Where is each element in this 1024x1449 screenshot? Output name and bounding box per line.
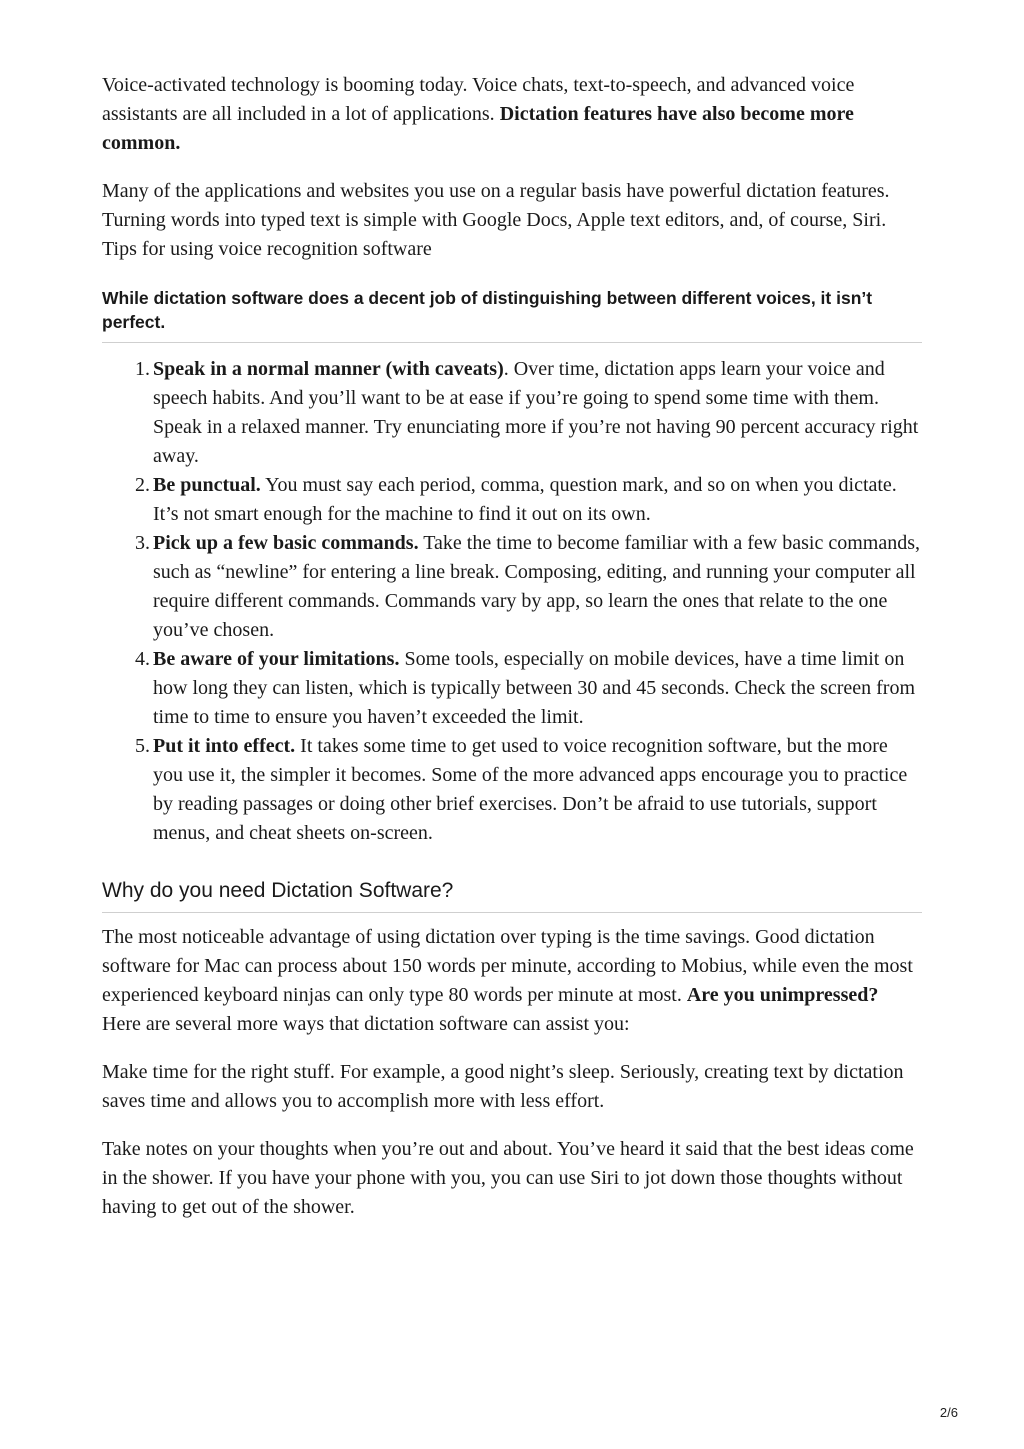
intro-paragraph-1 [102,71,922,158]
why-paragraph-1-text: The most noticeable advantage of using dictation over typing is the time savings. Good dictation software for Mac can process about 150 words per minute, according to Mobius, while even the most experienced keyboard ninjas can only type 80 words per minute at most. [102,926,913,1006]
list-item-text: It takes some time to get used to voice recognition software, but the more you use it, the simpler it becomes. Some of the more advanced apps encourage you to practice by reading passages or doing other brief exercises. Don’t be afraid to use tutorials, support menus, and cheat sheets on-screen. [153,735,908,844]
tips-list [102,355,922,848]
intro-paragraph-1-bold: Dictation features have also become more common. [102,103,854,154]
why-heading: Why do you need Dictation Software? [102,876,922,913]
why-paragraph-1-bold: Are you unimpressed? [686,984,879,1006]
list-item-text: Some tools, especially on mobile devices, have a time limit on how long they can listen, which is typically between 30 and 45 seconds. Check the screen from time to time to ensure you haven’t exceeded the limit. [153,648,916,728]
list-item-title: Put it into effect. [153,735,296,757]
why-paragraph-2: Make time for the right stuff. For example, a good night’s sleep. Seriously, creating text by dictation saves time and allows you to accomplish more with less effort. [102,1061,904,1112]
list-item [102,645,922,732]
list-item-text: . Over time, dictation apps learn your voice and speech habits. And you’ll want to be at ease if you’re going to spend some time with them. Speak in a relaxed manner. Try enunciating more if you’re not having 90 percent accuracy right away. [153,358,919,467]
tips-subheading: While dictation software does a decent job of distinguishing between different voices, it isn’t perfect. [102,286,922,343]
intro-paragraph-3: Tips for using voice recognition software [102,238,432,260]
why-paragraph-3: Take notes on your thoughts when you’re out and about. You’ve heard it said that the best ideas come in the shower. If you have your phone with you, you can use Siri to jot down those thoughts without having to get out of the shower. [102,1138,914,1218]
page-number: 2/6 [939,1405,958,1420]
intro-paragraph-2: Many of the applications and websites you use on a regular basis have powerful dictation features. Turning words into typed text is simple with Google Docs, Apple text editors, and, of course, Siri. [102,180,890,231]
list-item-number: 4. [135,648,150,670]
list-item-text: You must say each period, comma, question mark, and so on when you dictate. It’s not smart enough for the machine to find it out on its own. [153,474,897,525]
list-item-text: Take the time to become familiar with a few basic commands, such as “newline” for entering a line break. Composing, editing, and running your computer all require different commands. Commands vary by app, so learn the ones that relate to the one you’ve chosen. [153,532,920,641]
document-page [102,71,922,1241]
list-item-number: 1. [135,358,150,380]
why-paragraph-1 [102,923,922,1039]
list-item-title: Be punctual. [153,474,261,496]
list-item [102,529,922,645]
why-paragraph-1-after: Here are several more ways that dictation software can assist you: [102,1013,630,1035]
list-item [102,355,922,471]
intro-paragraph-1-text: Voice-activated technology is booming today. Voice chats, text-to-speech, and advanced voice assistants are all included in a lot of applications. [102,74,855,125]
list-item-number: 2. [135,474,150,496]
list-item [102,732,922,848]
list-item-number: 5. [135,735,150,757]
list-item-number: 3. [135,532,150,554]
list-item-title: Speak in a normal manner (with caveats) [153,358,504,380]
list-item-title: Pick up a few basic commands. [153,532,419,554]
list-item [102,471,922,529]
list-item-title: Be aware of your limitations. [153,648,400,670]
